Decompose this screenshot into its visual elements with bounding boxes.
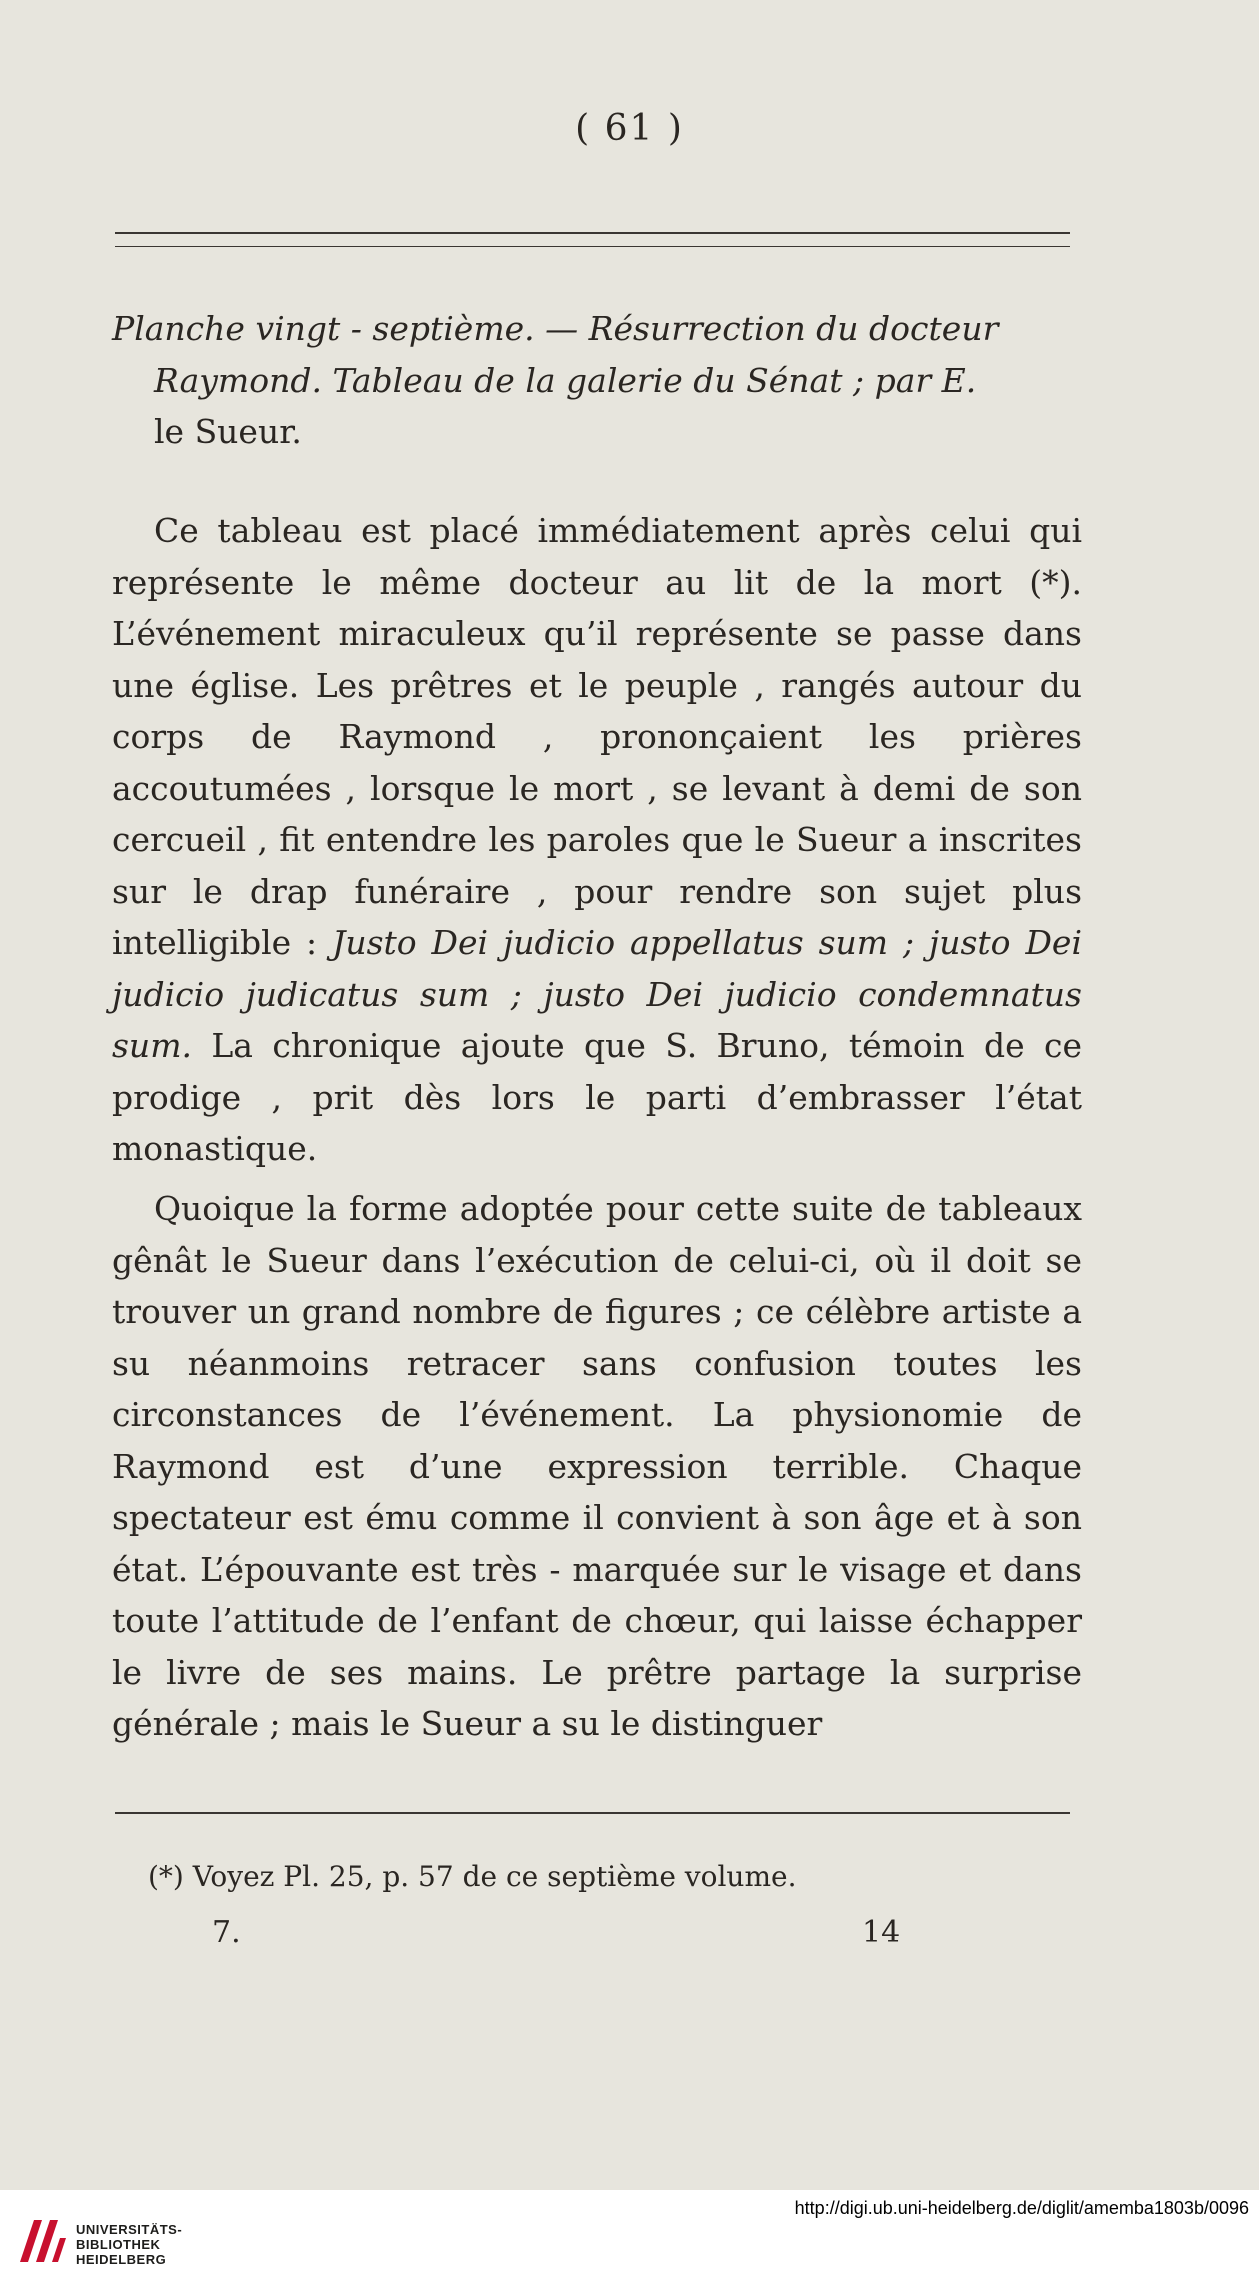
caption-line-2: Raymond. Tableau de la galerie du Sénat ; par E. [154,360,977,400]
caption-line-3: le Sueur. [154,412,302,451]
logo-line-2: BIBLIOTHEK [76,2237,161,2252]
paragraph-1 [112,505,1082,1175]
source-url-link[interactable]: http://digi.ub.uni-heidelberg.de/diglit/amemba1803b/0096 [794,2198,1249,2218]
header-rule-bottom [115,246,1070,247]
paragraph-2: Quoique la forme adoptée pour cette suite de tableaux gênât le Sueur dans l’exécution de celui-ci, où il doit se trouver un grand nombre de figures ; ce célèbre artiste a su néanmoins retracer sans confusion toutes les circonstances de l’événement. La physionomie de Raymond est d’une expression terrible. Chaque spectateur est ému comme il convient à son âge et à son état. L’épouvante est très - marquée sur le visage et dans toute l’attitude de l’enfant de chœur, qui laisse échapper le livre de ses mains. Le prêtre partage la surprise générale ; mais le Sueur a su le distinguer [112,1189,1082,1743]
plate-caption [112,303,1082,458]
paragraph-1-text-b: La chronique ajoute que S. Bruno, témoin de ce prodige , prit dès lors le parti d’embrasser l’état monastique. [112,1026,1082,1168]
library-footer [0,2190,1259,2287]
caption-line-1: Planche vingt - septième. — Résurrection du docteur [112,309,999,348]
logo-line-1: UNIVERSITÄTS- [76,2222,183,2237]
logo-line-3: HEIDELBERG [76,2252,167,2267]
page-number: ( 61 ) [575,108,684,149]
signature-mark-left: 7. [212,1915,241,1950]
footnote-rule [115,1812,1070,1814]
footnote: (*) Voyez Pl. 25, p. 57 de ce septième volume. [148,1860,797,1893]
library-logo-text [76,2222,182,2267]
latin-quote: Justo Dei judicio appellatus sum ; justo Dei judicio judicatus sum ; justo Dei judicio condemnatus sum. [112,923,1082,1065]
signature-mark-right: 14 [862,1915,901,1950]
header-rule-top [115,232,1070,234]
library-logo-icon [14,2212,70,2268]
paragraph-1-text-a: Ce tableau est placé immédiatement après celui qui représente le même docteur au lit de la mort (*). L’événement miraculeux qu’il représente se passe dans une église. Les prêtres et le peuple , rangés autour du corps de Raymond , prononçaient les prières accoutumées , lorsque le mort , se levant à demi de son cercueil , fit entendre les paroles que le Sueur a inscrites sur le drap funéraire , pour rendre son sujet plus intelligible : [112,511,1082,962]
